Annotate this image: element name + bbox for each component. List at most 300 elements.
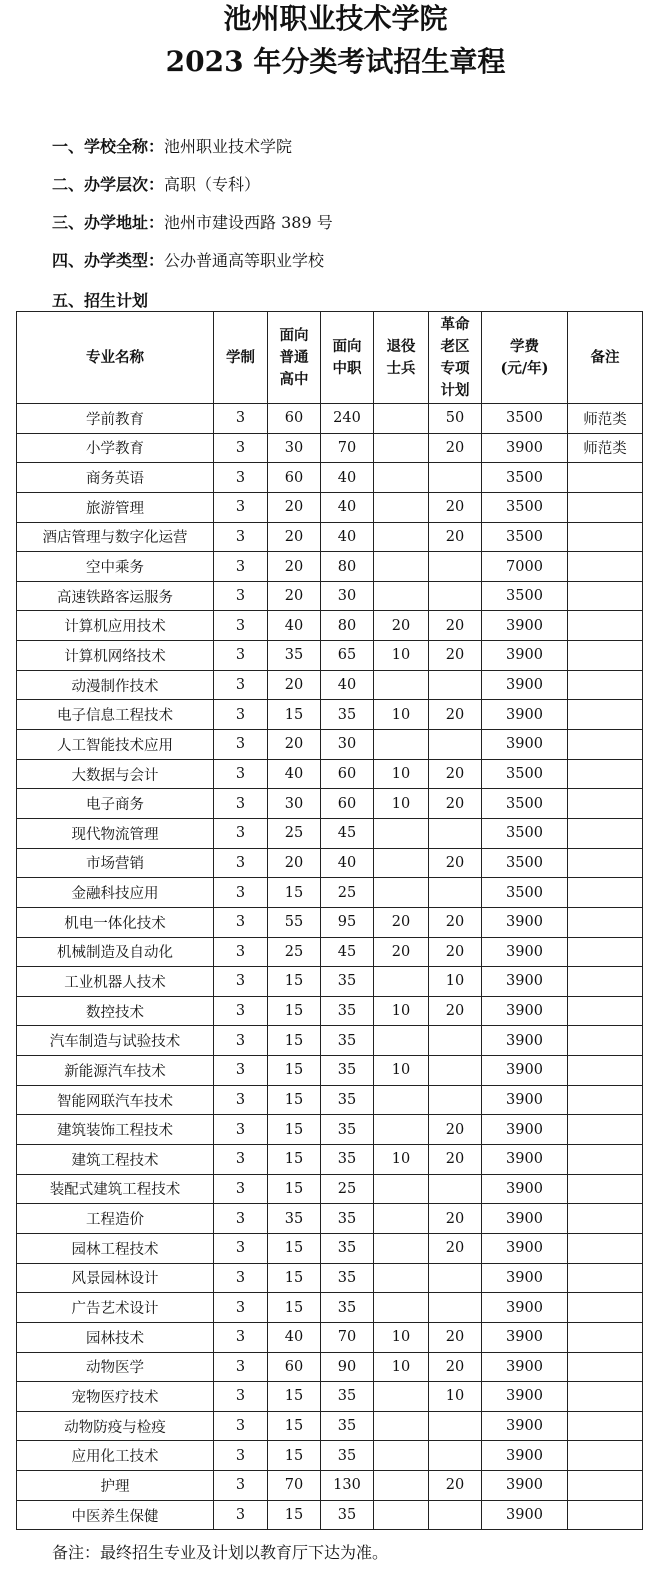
cell-veterans — [374, 492, 429, 522]
cell-remarks — [568, 611, 643, 641]
table-row — [17, 848, 643, 878]
cell-tuition: 3900 — [482, 1085, 568, 1115]
cell-remarks — [568, 581, 643, 611]
cell-tuition: 3500 — [482, 522, 568, 552]
cell-major: 工业机器人技术 — [17, 967, 214, 997]
cell-general-high-school: 15 — [268, 700, 321, 730]
header-tuition: 学费 (元/年) — [482, 312, 568, 404]
cell-major: 广告艺术设计 — [17, 1293, 214, 1323]
cell-general-high-school: 70 — [268, 1471, 321, 1501]
info-address — [52, 212, 333, 234]
table-row — [17, 433, 643, 463]
cell-major: 应用化工技术 — [17, 1441, 214, 1471]
cell-general-high-school: 35 — [268, 641, 321, 671]
cell-tuition: 3900 — [482, 1204, 568, 1234]
cell-old-revolutionary-area: 20 — [429, 433, 482, 463]
cell-veterans — [374, 848, 429, 878]
cell-vocational: 70 — [321, 433, 374, 463]
cell-duration: 3 — [214, 1293, 268, 1323]
cell-tuition: 3900 — [482, 670, 568, 700]
cell-duration: 3 — [214, 818, 268, 848]
table-row — [17, 1145, 643, 1175]
cell-tuition: 3900 — [482, 1382, 568, 1412]
table-row — [17, 1471, 643, 1501]
cell-general-high-school: 20 — [268, 670, 321, 700]
cell-old-revolutionary-area — [429, 1085, 482, 1115]
cell-remarks — [568, 907, 643, 937]
cell-tuition: 3900 — [482, 1145, 568, 1175]
cell-general-high-school: 15 — [268, 1233, 321, 1263]
cell-vocational: 35 — [321, 1115, 374, 1145]
table-row — [17, 552, 643, 582]
cell-old-revolutionary-area: 20 — [429, 700, 482, 730]
cell-remarks — [568, 522, 643, 552]
cell-tuition: 3900 — [482, 1115, 568, 1145]
cell-general-high-school: 15 — [268, 996, 321, 1026]
cell-duration: 3 — [214, 1471, 268, 1501]
cell-remarks — [568, 1056, 643, 1086]
cell-major: 市场营销 — [17, 848, 214, 878]
info-value: 高职（专科） — [164, 175, 261, 194]
cell-major: 计算机网络技术 — [17, 641, 214, 671]
cell-vocational: 35 — [321, 700, 374, 730]
cell-old-revolutionary-area — [429, 552, 482, 582]
cell-general-high-school: 25 — [268, 818, 321, 848]
cell-old-revolutionary-area: 20 — [429, 996, 482, 1026]
cell-vocational: 35 — [321, 1263, 374, 1293]
cell-duration: 3 — [214, 996, 268, 1026]
cell-veterans: 10 — [374, 641, 429, 671]
cell-old-revolutionary-area: 20 — [429, 611, 482, 641]
cell-duration: 3 — [214, 937, 268, 967]
cell-old-revolutionary-area — [429, 1026, 482, 1056]
cell-remarks: 师范类 — [568, 433, 643, 463]
table-row — [17, 1056, 643, 1086]
cell-duration: 3 — [214, 1174, 268, 1204]
cell-duration: 3 — [214, 789, 268, 819]
cell-general-high-school: 55 — [268, 907, 321, 937]
cell-duration: 3 — [214, 641, 268, 671]
cell-old-revolutionary-area — [429, 1441, 482, 1471]
cell-duration: 3 — [214, 1411, 268, 1441]
footnote: 备注：最终招生专业及计划以教育厅下达为准。 — [52, 1543, 389, 1562]
cell-remarks — [568, 1352, 643, 1382]
cell-general-high-school: 15 — [268, 1382, 321, 1412]
cell-old-revolutionary-area: 20 — [429, 759, 482, 789]
cell-old-revolutionary-area — [429, 1293, 482, 1323]
cell-general-high-school: 40 — [268, 759, 321, 789]
info-value: 池州市建设西路 389 号 — [164, 213, 333, 232]
table-row — [17, 522, 643, 552]
cell-vocational: 35 — [321, 1500, 374, 1530]
cell-duration: 3 — [214, 611, 268, 641]
cell-vocational: 35 — [321, 1026, 374, 1056]
cell-tuition: 3900 — [482, 1441, 568, 1471]
cell-remarks — [568, 1026, 643, 1056]
cell-general-high-school: 15 — [268, 1293, 321, 1323]
cell-remarks — [568, 1382, 643, 1412]
cell-major: 酒店管理与数字化运营 — [17, 522, 214, 552]
cell-major: 汽车制造与试验技术 — [17, 1026, 214, 1056]
cell-remarks — [568, 641, 643, 671]
cell-major: 电子信息工程技术 — [17, 700, 214, 730]
cell-tuition: 3900 — [482, 1263, 568, 1293]
cell-vocational: 25 — [321, 878, 374, 908]
table-row — [17, 492, 643, 522]
cell-veterans: 20 — [374, 611, 429, 641]
cell-old-revolutionary-area: 20 — [429, 1145, 482, 1175]
cell-remarks — [568, 1500, 643, 1530]
cell-old-revolutionary-area: 20 — [429, 1204, 482, 1234]
cell-duration: 3 — [214, 404, 268, 434]
cell-duration: 3 — [214, 581, 268, 611]
cell-general-high-school: 15 — [268, 878, 321, 908]
cell-general-high-school: 30 — [268, 789, 321, 819]
header-remarks: 备注 — [568, 312, 643, 404]
cell-tuition: 3900 — [482, 907, 568, 937]
cell-remarks — [568, 1322, 643, 1352]
cell-veterans: 20 — [374, 907, 429, 937]
cell-tuition: 3900 — [482, 1500, 568, 1530]
cell-tuition: 3900 — [482, 700, 568, 730]
cell-duration: 3 — [214, 1085, 268, 1115]
cell-tuition: 3500 — [482, 878, 568, 908]
cell-vocational: 90 — [321, 1352, 374, 1382]
plan-label: 五、招生计划 — [52, 291, 149, 310]
cell-general-high-school: 20 — [268, 552, 321, 582]
cell-tuition: 3900 — [482, 641, 568, 671]
cell-vocational: 25 — [321, 1174, 374, 1204]
cell-veterans — [374, 463, 429, 493]
cell-remarks — [568, 1293, 643, 1323]
cell-duration: 3 — [214, 1263, 268, 1293]
header-major: 专业名称 — [17, 312, 214, 404]
table-row — [17, 967, 643, 997]
cell-tuition: 3500 — [482, 492, 568, 522]
cell-general-high-school: 20 — [268, 848, 321, 878]
cell-vocational: 70 — [321, 1322, 374, 1352]
cell-old-revolutionary-area — [429, 730, 482, 760]
cell-vocational: 40 — [321, 670, 374, 700]
table-row — [17, 907, 643, 937]
info-school-name — [52, 136, 292, 158]
cell-old-revolutionary-area: 20 — [429, 641, 482, 671]
cell-duration: 3 — [214, 433, 268, 463]
cell-tuition: 3900 — [482, 996, 568, 1026]
cell-major: 动漫制作技术 — [17, 670, 214, 700]
cell-veterans — [374, 433, 429, 463]
cell-vocational: 35 — [321, 1293, 374, 1323]
cell-general-high-school: 25 — [268, 937, 321, 967]
cell-old-revolutionary-area: 20 — [429, 1471, 482, 1501]
cell-remarks: 师范类 — [568, 404, 643, 434]
cell-veterans: 10 — [374, 759, 429, 789]
info-level — [52, 174, 260, 196]
cell-vocational: 45 — [321, 937, 374, 967]
cell-vocational: 35 — [321, 1056, 374, 1086]
info-value: 公办普通高等职业学校 — [164, 251, 325, 270]
info-type — [52, 250, 324, 272]
cell-vocational: 35 — [321, 1145, 374, 1175]
cell-major: 机械制造及自动化 — [17, 937, 214, 967]
table-row — [17, 1233, 643, 1263]
cell-duration: 3 — [214, 730, 268, 760]
cell-duration: 3 — [214, 1500, 268, 1530]
cell-veterans: 10 — [374, 1145, 429, 1175]
table-header-row — [17, 312, 643, 404]
cell-duration: 3 — [214, 1233, 268, 1263]
cell-general-high-school: 20 — [268, 581, 321, 611]
info-label: 二、办学层次： — [52, 175, 165, 194]
cell-remarks — [568, 492, 643, 522]
cell-vocational: 35 — [321, 1411, 374, 1441]
cell-general-high-school: 15 — [268, 1500, 321, 1530]
cell-vocational: 95 — [321, 907, 374, 937]
cell-major: 建筑装饰工程技术 — [17, 1115, 214, 1145]
table-row — [17, 1115, 643, 1145]
cell-general-high-school: 15 — [268, 1441, 321, 1471]
cell-veterans: 10 — [374, 1056, 429, 1086]
cell-duration: 3 — [214, 700, 268, 730]
cell-veterans: 10 — [374, 996, 429, 1026]
cell-duration: 3 — [214, 552, 268, 582]
cell-old-revolutionary-area — [429, 1411, 482, 1441]
cell-veterans — [374, 1263, 429, 1293]
cell-general-high-school: 20 — [268, 492, 321, 522]
cell-remarks — [568, 1233, 643, 1263]
cell-veterans — [374, 552, 429, 582]
cell-vocational: 40 — [321, 522, 374, 552]
cell-tuition: 3900 — [482, 1352, 568, 1382]
cell-tuition: 3500 — [482, 848, 568, 878]
cell-tuition: 3900 — [482, 1411, 568, 1441]
cell-major: 园林技术 — [17, 1322, 214, 1352]
table-row — [17, 670, 643, 700]
cell-veterans — [374, 1026, 429, 1056]
cell-vocational: 80 — [321, 552, 374, 582]
table-row — [17, 1174, 643, 1204]
cell-vocational: 40 — [321, 848, 374, 878]
cell-remarks — [568, 937, 643, 967]
cell-duration: 3 — [214, 878, 268, 908]
cell-old-revolutionary-area — [429, 1500, 482, 1530]
cell-general-high-school: 60 — [268, 404, 321, 434]
table-row — [17, 611, 643, 641]
cell-duration: 3 — [214, 522, 268, 552]
cell-veterans — [374, 581, 429, 611]
cell-vocational: 30 — [321, 730, 374, 760]
cell-veterans — [374, 1233, 429, 1263]
cell-general-high-school: 15 — [268, 1056, 321, 1086]
cell-vocational: 35 — [321, 996, 374, 1026]
cell-general-high-school: 20 — [268, 522, 321, 552]
cell-veterans — [374, 1204, 429, 1234]
info-label: 一、学校全称： — [52, 137, 165, 156]
table-row — [17, 581, 643, 611]
cell-old-revolutionary-area: 20 — [429, 522, 482, 552]
cell-major: 金融科技应用 — [17, 878, 214, 908]
cell-duration: 3 — [214, 1322, 268, 1352]
cell-major: 现代物流管理 — [17, 818, 214, 848]
cell-general-high-school: 15 — [268, 1115, 321, 1145]
cell-vocational: 45 — [321, 818, 374, 848]
cell-tuition: 3900 — [482, 937, 568, 967]
cell-old-revolutionary-area: 20 — [429, 1115, 482, 1145]
cell-duration: 3 — [214, 1056, 268, 1086]
cell-vocational: 65 — [321, 641, 374, 671]
cell-remarks — [568, 759, 643, 789]
table-row — [17, 818, 643, 848]
cell-vocational: 35 — [321, 967, 374, 997]
cell-remarks — [568, 1204, 643, 1234]
cell-tuition: 3900 — [482, 1056, 568, 1086]
info-label: 三、办学地址： — [52, 213, 165, 232]
cell-major: 动物医学 — [17, 1352, 214, 1382]
cell-duration: 3 — [214, 1026, 268, 1056]
cell-vocational: 35 — [321, 1441, 374, 1471]
table-row — [17, 937, 643, 967]
cell-tuition: 3900 — [482, 611, 568, 641]
cell-general-high-school: 15 — [268, 1085, 321, 1115]
cell-remarks — [568, 1174, 643, 1204]
cell-duration: 3 — [214, 492, 268, 522]
cell-tuition: 3500 — [482, 463, 568, 493]
cell-tuition: 3900 — [482, 433, 568, 463]
cell-tuition: 3900 — [482, 1233, 568, 1263]
cell-old-revolutionary-area — [429, 1056, 482, 1086]
cell-major: 装配式建筑工程技术 — [17, 1174, 214, 1204]
enrollment-plan-table — [16, 311, 643, 1530]
cell-duration: 3 — [214, 967, 268, 997]
cell-remarks — [568, 730, 643, 760]
cell-remarks — [568, 700, 643, 730]
table-row — [17, 1441, 643, 1471]
cell-veterans: 20 — [374, 937, 429, 967]
info-label: 四、办学类型： — [52, 251, 165, 270]
document-title: 池州职业技术学院 — [223, 2, 448, 35]
table-row — [17, 1411, 643, 1441]
cell-duration: 3 — [214, 1441, 268, 1471]
cell-veterans — [374, 1382, 429, 1412]
header-old-revolutionary-area: 革命 老区 专项 计划 — [429, 312, 482, 404]
cell-major: 数控技术 — [17, 996, 214, 1026]
cell-major: 建筑工程技术 — [17, 1145, 214, 1175]
cell-old-revolutionary-area — [429, 878, 482, 908]
cell-vocational: 60 — [321, 789, 374, 819]
cell-tuition: 3500 — [482, 789, 568, 819]
cell-remarks — [568, 1085, 643, 1115]
cell-veterans — [374, 1115, 429, 1145]
cell-tuition: 3500 — [482, 404, 568, 434]
cell-remarks — [568, 552, 643, 582]
table-body — [17, 404, 643, 1530]
cell-major: 高速铁路客运服务 — [17, 581, 214, 611]
cell-old-revolutionary-area: 20 — [429, 1233, 482, 1263]
cell-major: 风景园林设计 — [17, 1263, 214, 1293]
table-row — [17, 1322, 643, 1352]
cell-old-revolutionary-area: 10 — [429, 1382, 482, 1412]
cell-vocational: 80 — [321, 611, 374, 641]
cell-old-revolutionary-area — [429, 670, 482, 700]
cell-tuition: 3900 — [482, 1293, 568, 1323]
cell-vocational: 35 — [321, 1204, 374, 1234]
cell-veterans — [374, 1174, 429, 1204]
cell-tuition: 3900 — [482, 1471, 568, 1501]
cell-vocational: 40 — [321, 492, 374, 522]
cell-old-revolutionary-area: 20 — [429, 492, 482, 522]
cell-general-high-school: 60 — [268, 463, 321, 493]
table-row — [17, 878, 643, 908]
cell-old-revolutionary-area: 20 — [429, 848, 482, 878]
cell-general-high-school: 15 — [268, 1411, 321, 1441]
table-row — [17, 1382, 643, 1412]
table-row — [17, 463, 643, 493]
cell-major: 动物防疫与检疫 — [17, 1411, 214, 1441]
cell-major: 大数据与会计 — [17, 759, 214, 789]
cell-old-revolutionary-area — [429, 1263, 482, 1293]
table-row — [17, 404, 643, 434]
cell-remarks — [568, 848, 643, 878]
cell-duration: 3 — [214, 670, 268, 700]
cell-remarks — [568, 1145, 643, 1175]
cell-veterans — [374, 1500, 429, 1530]
table-row — [17, 1500, 643, 1530]
cell-old-revolutionary-area: 20 — [429, 1322, 482, 1352]
cell-remarks — [568, 878, 643, 908]
cell-general-high-school: 15 — [268, 967, 321, 997]
cell-veterans — [374, 1471, 429, 1501]
cell-general-high-school: 40 — [268, 611, 321, 641]
cell-duration: 3 — [214, 1382, 268, 1412]
cell-remarks — [568, 1441, 643, 1471]
cell-major: 学前教育 — [17, 404, 214, 434]
cell-vocational: 130 — [321, 1471, 374, 1501]
header-general-high-school: 面向 普通 高中 — [268, 312, 321, 404]
cell-tuition: 3500 — [482, 818, 568, 848]
cell-old-revolutionary-area — [429, 1174, 482, 1204]
cell-general-high-school: 15 — [268, 1026, 321, 1056]
table-row — [17, 1204, 643, 1234]
cell-general-high-school: 30 — [268, 433, 321, 463]
cell-major: 小学教育 — [17, 433, 214, 463]
table-row — [17, 1352, 643, 1382]
cell-vocational: 40 — [321, 463, 374, 493]
table-row — [17, 1026, 643, 1056]
cell-major: 园林工程技术 — [17, 1233, 214, 1263]
cell-duration: 3 — [214, 1145, 268, 1175]
info-value: 池州职业技术学院 — [164, 137, 293, 156]
cell-remarks — [568, 1263, 643, 1293]
cell-veterans — [374, 1411, 429, 1441]
table-row — [17, 789, 643, 819]
cell-tuition: 3500 — [482, 759, 568, 789]
cell-major: 宠物医疗技术 — [17, 1382, 214, 1412]
cell-general-high-school: 60 — [268, 1352, 321, 1382]
cell-major: 机电一体化技术 — [17, 907, 214, 937]
cell-tuition: 3900 — [482, 967, 568, 997]
cell-duration: 3 — [214, 759, 268, 789]
cell-old-revolutionary-area: 50 — [429, 404, 482, 434]
cell-remarks — [568, 996, 643, 1026]
cell-remarks — [568, 818, 643, 848]
cell-remarks — [568, 1411, 643, 1441]
cell-old-revolutionary-area: 20 — [429, 1352, 482, 1382]
cell-tuition: 3900 — [482, 1174, 568, 1204]
cell-vocational: 60 — [321, 759, 374, 789]
table-row — [17, 996, 643, 1026]
cell-major: 空中乘务 — [17, 552, 214, 582]
cell-duration: 3 — [214, 1115, 268, 1145]
